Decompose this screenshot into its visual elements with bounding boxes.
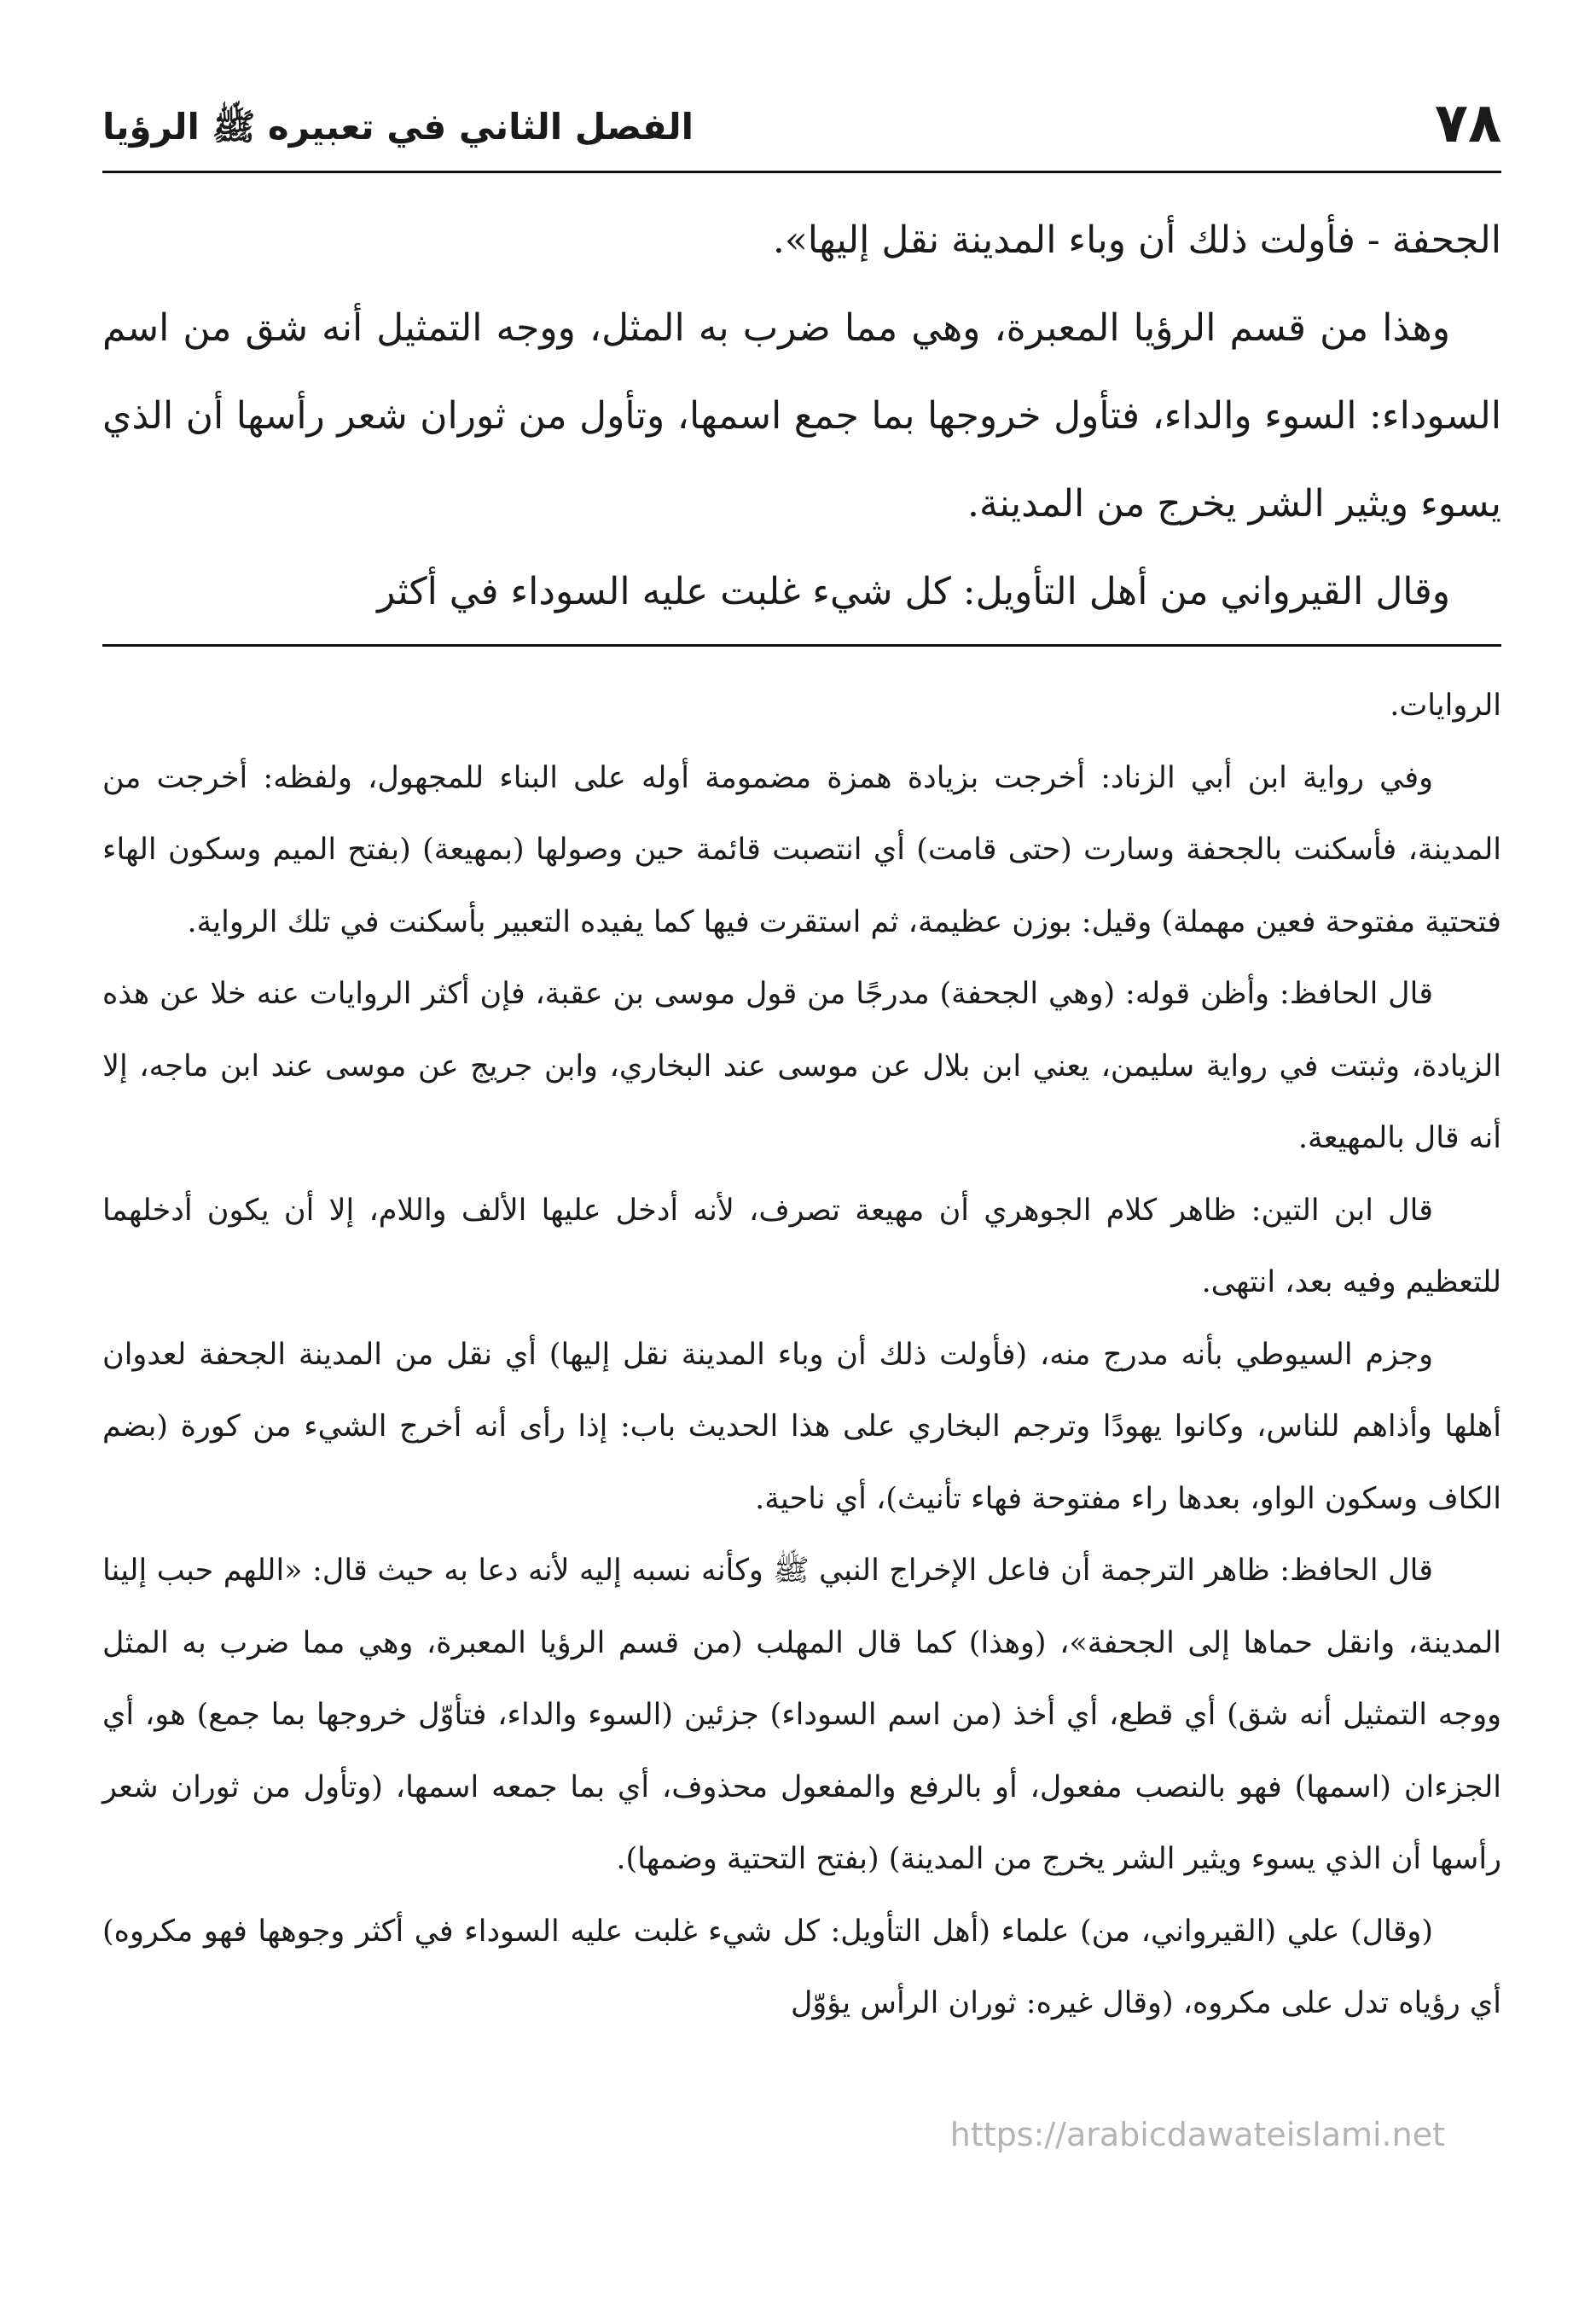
note-paragraph: الروايات. xyxy=(1390,688,1501,723)
note-paragraph: وجزم السيوطي بأنه مدرج منه، (فأولت ذلك أن وباء المدينة نقل إليها) أي نقل من المدينة الجحفة لعدوان أهلها وأذاهم للناس، وكانوا يهودًا وترجم البخاري على هذا الحديث باب: إذا رأى أنه أخرج الشيء من كورة (بضم الكاف وسكون الواو، بعدها راء مفتوحة فهاء تأنيث)، أي ناحية. xyxy=(102,1337,1501,1516)
main-text xyxy=(102,196,1501,636)
page-header xyxy=(102,90,1501,166)
commentary-notes xyxy=(102,670,1501,2040)
page-number: ٧٨ xyxy=(1434,92,1501,155)
note-paragraph: قال الحافظ: وأظن قوله: (وهي الجحفة) مدرجًا من قول موسى بن عقبة، فإن أكثر الروايات عنه خلا عن هذه الزيادة، وثبتت في رواية سليمن، يعني ابن بلال عن موسى عند البخاري، وابن جريج عن موسى عند ابن ماجه، إلا أنه قال بالمهيعة. xyxy=(102,977,1501,1155)
note-paragraph: وفي رواية ابن أبي الزناد: أخرجت بزيادة همزة مضمومة أوله على البناء للمجهول، ولفظه: أخرجت من المدينة، فأسكنت بالجحفة وسارت (حتى قامت) أي انتصبت قائمة حين وصولها (بمهيعة) (بفتح الميم وسكون الهاء فتحتية مفتوحة فعين مهملة) وقيل: بوزن عظيمة، ثم استقرت فيها كما يفيده التعبير بأسكنت في تلك الرواية. xyxy=(102,760,1501,939)
note-paragraph: (وقال) علي (القيرواني، من) علماء (أهل التأويل: كل شيء غلبت عليه السوداء في أكثر وجوهها فهو مكروه) أي رؤياه تدل على مكروه، (وقال غيره: ثوران الرأس يؤوّل xyxy=(102,1914,1501,2020)
main-paragraph: الجحفة - فأولت ذلك أن وباء المدينة نقل إليها». xyxy=(772,218,1501,262)
main-paragraph: وقال القيرواني من أهل التأويل: كل شيء غلبت عليه السوداء في أكثر xyxy=(377,570,1450,613)
footnote-divider xyxy=(102,644,1501,647)
watermark-url: https://arabicdawateislami.net xyxy=(949,2116,1445,2153)
note-paragraph: قال ابن التين: ظاهر كلام الجوهري أن مهيعة تصرف، لأنه أدخل عليها الألف واللام، إلا أن يكون أدخلهما للتعظيم وفيه بعد، انتهى. xyxy=(102,1193,1501,1299)
main-paragraph: وهذا من قسم الرؤيا المعبرة، وهي مما ضرب به المثل، ووجه التمثيل أنه شق من اسم السوداء: السوء والداء، فتأول خروجها بما جمع اسمها، وتأول من ثوران شعر رأسها أن الذي يسوء ويثير الشر يخرج من المدينة. xyxy=(102,306,1501,526)
running-title: الفصل الثاني في تعبيره ﷺ الرؤيا xyxy=(102,106,694,148)
note-paragraph: قال الحافظ: ظاهر الترجمة أن فاعل الإخراج النبي ﷺ وكأنه نسبه إليه لأنه دعا به حيث قال: «اللهم حبب إلينا المدينة، وانقل حماها إلى الجحفة»، (وهذا) كما قال المهلب (من قسم الرؤيا المعبرة، وهي مما ضرب به المثل ووجه التمثيل أنه شق) أي قطع، أي أخذ (من اسم السوداء) جزئين (السوء والداء، فتأوّل خروجها بما جمع) هو، أي الجزءان (اسمها) فهو بالنصب مفعول، أو بالرفع والمفعول محذوف، أي بما جمعه اسمها، (وتأول من ثوران شعر رأسها أن الذي يسوء ويثير الشر يخرج من المدينة) (بفتح التحتية وضمها). xyxy=(102,1554,1501,1876)
header-divider xyxy=(102,171,1501,173)
